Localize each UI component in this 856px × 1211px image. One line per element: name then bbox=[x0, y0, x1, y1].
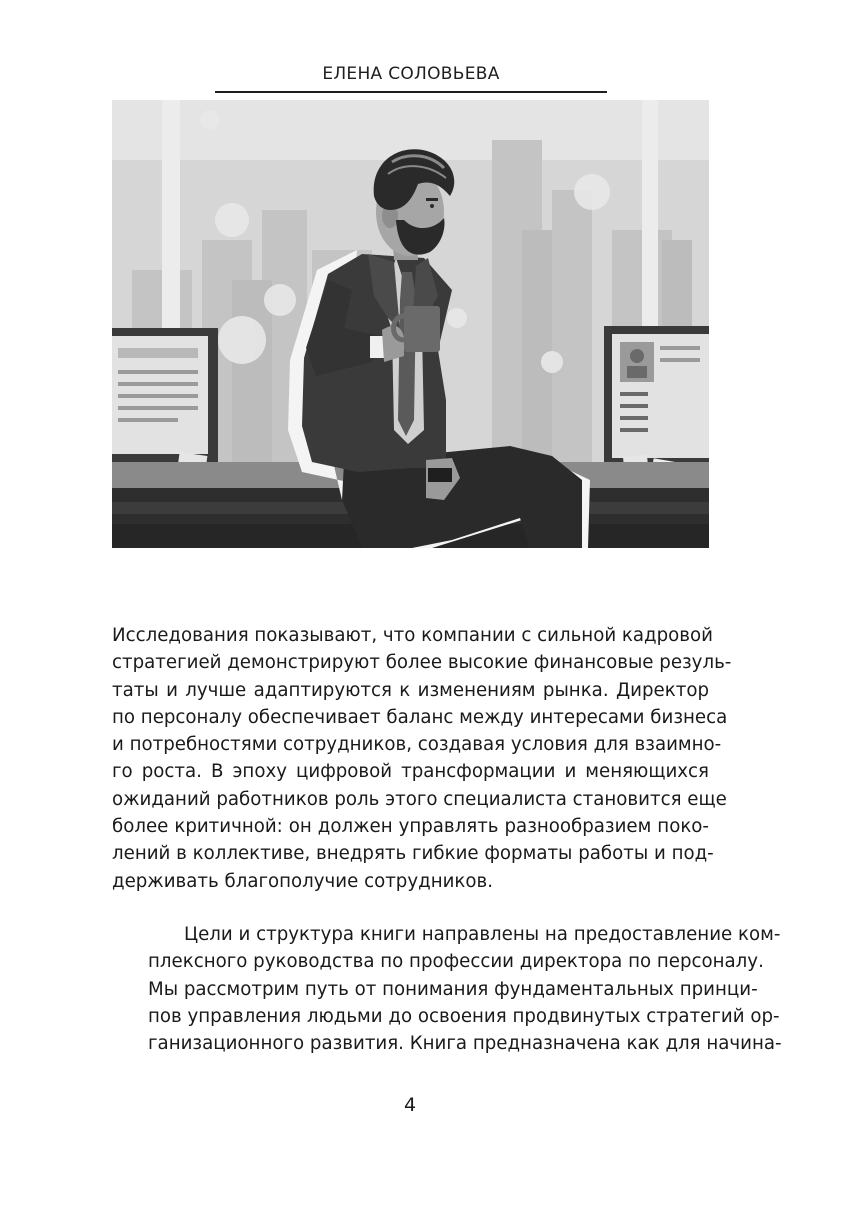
text-line: ганизационного развития. Книга предназначена как для начина- bbox=[148, 1033, 782, 1055]
text-line: Цели и структура книги направлены на предоставление ком- bbox=[184, 924, 781, 945]
paragraph-2 bbox=[112, 921, 782, 1057]
text-line: по персоналу обеспечивает баланс между интересами бизнеса bbox=[112, 706, 728, 728]
text-line: Мы рассмотрим путь от понимания фундаментальных принци- bbox=[148, 978, 758, 1000]
paragraph-1 bbox=[112, 622, 732, 895]
text-line: стратегией демонстрируют более высокие финансовые резуль- bbox=[112, 652, 732, 674]
header-rule bbox=[215, 91, 607, 93]
text-line: плексного руководства по профессии директора по персоналу. bbox=[148, 951, 764, 973]
text-line: таты и лучше адаптируются к изменениям рынка. Директор bbox=[112, 679, 709, 701]
running-head: ЕЛЕНА СОЛОВЬЕВА bbox=[322, 64, 500, 84]
text-line: более критичной: он должен управлять разнообразием поко- bbox=[112, 816, 709, 838]
illustration-businessman bbox=[112, 100, 709, 548]
text-line: ожиданий работников роль этого специалиста становится еще bbox=[112, 788, 727, 810]
page-number: 4 bbox=[403, 1094, 417, 1116]
text-line: лений в коллективе, внедрять гибкие форматы работы и под- bbox=[112, 843, 714, 865]
text-line: и потребностями сотрудников, создавая условия для взаимно- bbox=[112, 734, 722, 756]
text-line: пов управления людьми до освоения продвинутых стратегий ор- bbox=[148, 1005, 780, 1027]
text-line: го роста. В эпоху цифровой трансформации и меняющихся bbox=[112, 761, 709, 783]
text-line: держивать благополучие сотрудников. bbox=[112, 870, 494, 892]
text-line: Исследования показывают, что компании с сильной кадровой bbox=[112, 625, 713, 646]
